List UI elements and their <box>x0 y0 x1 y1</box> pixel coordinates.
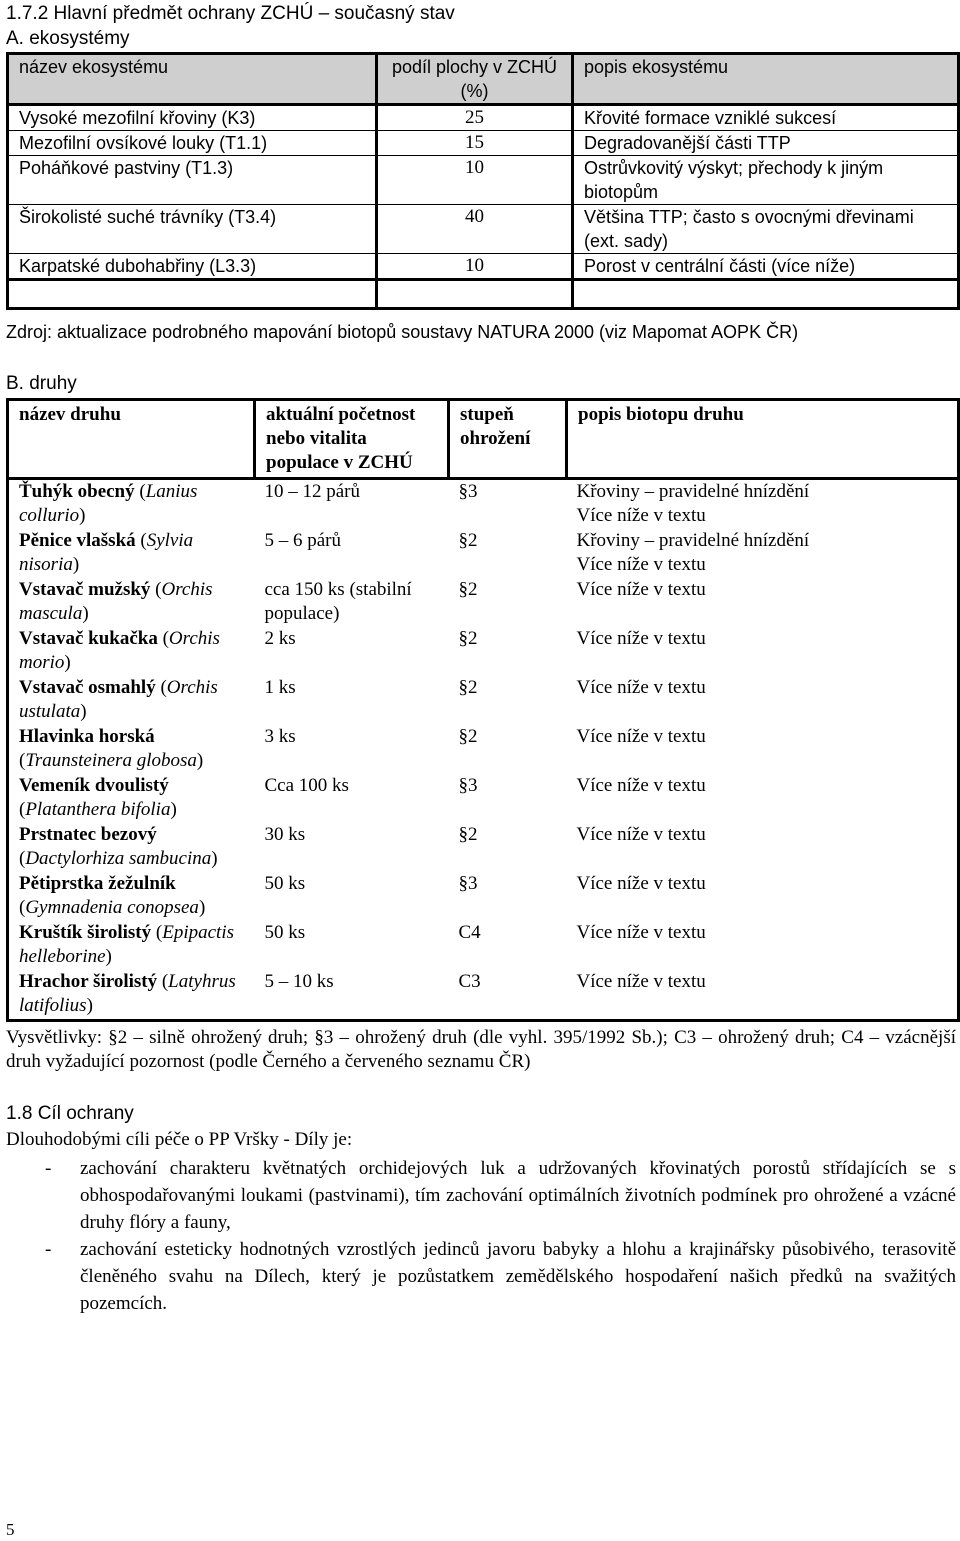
ecosystem-share: 15 <box>377 131 573 156</box>
species-name-cell <box>8 479 255 530</box>
species-habitat: Více níže v textu <box>576 824 706 845</box>
species-name-cell <box>8 725 255 774</box>
species-habitat: Více níže v textu <box>576 726 706 747</box>
species-common-name: Hlavinka horská <box>19 726 155 747</box>
species-habitat: Více níže v textu <box>576 628 706 649</box>
ecosystems-table <box>6 52 960 310</box>
species-habitat-cell <box>567 921 959 970</box>
table-row <box>8 529 959 578</box>
table-row <box>8 676 959 725</box>
species-common-name: Pětiprstka žežulník <box>19 873 176 894</box>
species-threat: §3 <box>458 873 478 894</box>
species-name-cell <box>8 823 255 872</box>
species-common-name: Vemeník dvoulistý <box>19 775 169 796</box>
paren-close: ) <box>82 603 89 624</box>
ecosystem-share: 10 <box>377 254 573 280</box>
legend-note: Vysvětlivky: §2 – silně ohrožený druh; §3 – ohrožený druh (dle vyhl. 395/1992 Sb.); C3 – ohrožený druh; C4 – vzácnější druh vyžadující pozornost (podle Černého a červeného seznamu ČR) <box>6 1027 956 1072</box>
species-count: 3 ks <box>264 726 296 747</box>
species-habitat-cell <box>567 970 959 1021</box>
species-latin-name: Traunsteinera globosa <box>25 750 197 771</box>
paren-close: ) <box>170 799 177 820</box>
paren-close: ) <box>79 505 86 526</box>
species-name-cell <box>8 872 255 921</box>
species-name-cell <box>8 921 255 970</box>
species-header-habitat: popis biotopu druhu <box>567 400 959 479</box>
species-count: 50 ks <box>264 873 306 894</box>
species-count: 50 ks <box>264 922 306 943</box>
table-row-empty <box>8 280 959 309</box>
ecosystem-desc: Většina TTP; často s ovocnými dřevinami (ext. sady) <box>573 205 959 254</box>
species-threat: §3 <box>458 481 478 502</box>
ecosystem-name: Poháňkové pastviny (T1.3) <box>8 156 377 205</box>
species-header-count: aktuální početnost nebo vitalita populace v ZCHÚ <box>255 400 449 479</box>
species-name-cell <box>8 529 255 578</box>
ecosystems-header-row <box>8 54 959 105</box>
species-name-cell <box>8 774 255 823</box>
species-habitat: Křoviny – pravidelné hnízdění <box>576 481 810 502</box>
species-habitat-cell <box>567 578 959 627</box>
species-count: 30 ks <box>264 824 306 845</box>
table-row <box>8 254 959 280</box>
species-threat: §2 <box>458 677 478 698</box>
paren-open: ( <box>134 481 146 502</box>
species-threat: C4 <box>458 922 481 943</box>
paren-open: ( <box>19 750 26 771</box>
paren-close: ) <box>80 701 87 722</box>
table-row <box>8 823 959 872</box>
ecosystem-share: 10 <box>377 156 573 205</box>
species-latin-name: Sylvia nisoria <box>19 530 194 575</box>
species-count: 5 – 10 ks <box>255 970 449 1021</box>
species-habitat-more: Více níže v textu <box>576 554 706 575</box>
table-row <box>8 105 959 131</box>
species-habitat: Více níže v textu <box>576 873 706 894</box>
species-habitat-cell <box>567 479 959 530</box>
species-header-row <box>8 400 959 479</box>
species-name-cell <box>8 970 255 1021</box>
species-common-name: Vstavač osmahlý <box>19 677 156 698</box>
species-habitat: Více níže v textu <box>576 971 706 992</box>
goal-text: zachování charakteru květnatých orchidejových luk a udržovaných křovinatých porostů střídajících se s obhospodařovanými loukami (pastvinami), tím zachování optimálních životních podmínek pro ohrožené a vzácné druhy flóry a fauny, <box>80 1158 956 1233</box>
table-row <box>8 725 959 774</box>
table-row <box>8 627 959 676</box>
species-common-name: Kruštík širolistý <box>19 922 152 943</box>
species-common-name: Vstavač kukačka <box>19 628 158 649</box>
species-latin-name: Orchis morio <box>19 628 220 673</box>
paren-open: ( <box>157 971 169 992</box>
table-row <box>8 479 959 530</box>
paren-close: ) <box>86 995 93 1016</box>
ecosystems-header-name: název ekosystému <box>8 54 377 105</box>
species-count: 10 – 12 párů <box>264 481 361 502</box>
paren-open: ( <box>155 677 167 698</box>
species-name-cell <box>8 676 255 725</box>
paren-open: ( <box>157 628 169 649</box>
ecosystem-desc: Ostrůvkovitý výskyt; přechody k jiným biotopům <box>573 156 959 205</box>
table-row <box>8 970 959 1021</box>
species-habitat: Více níže v textu <box>576 922 706 943</box>
paren-close: ) <box>196 750 204 771</box>
table-row <box>8 921 959 970</box>
species-habitat-cell <box>567 627 959 676</box>
species-habitat-cell <box>567 774 959 823</box>
species-count: 1 ks <box>264 677 296 698</box>
species-habitat: Více níže v textu <box>576 677 706 698</box>
paren-close: ) <box>198 897 206 918</box>
paren-close: ) <box>72 554 80 575</box>
species-common-name: Hrachor širolistý <box>19 971 158 992</box>
paren-open: ( <box>151 922 163 943</box>
species-latin-name: Epipactis helleborine <box>19 922 234 967</box>
ecosystem-desc: Porost v centrální části (více níže) <box>573 254 959 280</box>
ecosystem-name: Mezofilní ovsíkové louky (T1.1) <box>8 131 377 156</box>
paren-open: ( <box>150 579 162 600</box>
ecosystem-name: Vysoké mezofilní křoviny (K3) <box>8 105 377 131</box>
paren-open: ( <box>19 897 26 918</box>
ecosystem-name: Karpatské dubohabřiny (L3.3) <box>8 254 377 280</box>
species-threat: §2 <box>458 579 478 600</box>
species-latin-name: Orchis mascula <box>19 579 213 624</box>
species-threat: C3 <box>449 970 567 1021</box>
species-latin-name: Latyhrus latifolius <box>19 971 236 1016</box>
species-common-name: Prstnatec bezový <box>19 824 157 845</box>
list-item <box>6 1236 956 1317</box>
table-row <box>8 578 959 627</box>
source-note: Zdroj: aktualizace podrobného mapování biotopů soustavy NATURA 2000 (viz Mapomat AOPK ČR) <box>6 322 799 342</box>
species-threat: §3 <box>458 775 478 796</box>
table-row <box>8 156 959 205</box>
species-common-name: Ťuhýk obecný <box>19 481 135 502</box>
species-count: 5 – 6 párů <box>264 530 342 551</box>
empty-cell <box>573 280 959 309</box>
part-a-heading: A. ekosystémy <box>6 28 130 49</box>
paren-close: ) <box>105 946 112 967</box>
paren-open: ( <box>135 530 147 551</box>
species-latin-name: Orchis ustulata <box>19 677 218 722</box>
table-row <box>8 774 959 823</box>
paren-open: ( <box>19 848 26 869</box>
ecosystem-share: 25 <box>377 105 573 131</box>
section-heading: 1.7.2 Hlavní předmět ochrany ZCHÚ – současný stav <box>6 3 455 24</box>
species-habitat-more: Více níže v textu <box>576 505 706 526</box>
species-common-name: Vstavač mužský <box>19 579 151 600</box>
list-item <box>6 1155 956 1236</box>
species-habitat-cell <box>567 872 959 921</box>
empty-cell <box>377 280 573 309</box>
species-header-name: název druhu <box>8 400 255 479</box>
goal-heading: 1.8 Cíl ochrany <box>6 1103 134 1124</box>
empty-cell <box>8 280 377 309</box>
species-table <box>6 398 960 1022</box>
species-latin-name: Platanthera bifolia <box>25 799 171 820</box>
ecosystem-name: Širokolisté suché trávníky (T3.4) <box>8 205 377 254</box>
goal-intro: Dlouhodobými cíli péče o PP Vršky - Díly je: <box>6 1129 353 1150</box>
species-habitat: Více níže v textu <box>576 775 706 796</box>
species-name-cell <box>8 578 255 627</box>
list-dash: - <box>45 1158 52 1179</box>
table-row <box>8 131 959 156</box>
ecosystems-header-share: podíl plochy v ZCHÚ (%) <box>377 54 573 105</box>
species-latin-name: Lanius collurio <box>19 481 198 526</box>
species-threat: §2 <box>458 530 478 551</box>
species-habitat-cell <box>567 676 959 725</box>
goal-text: zachování esteticky hodnotných vzrostlých jedinců javoru babyky a hlohu a krajinářsky působivého, terasovitě členěného svahu na Dílech, který je pozůstatkem zemědělského hospodaření našich předků na svažitých pozemcích. <box>80 1239 956 1314</box>
species-count: cca 150 ks (stabilní populace) <box>264 579 412 624</box>
ecosystem-share: 40 <box>377 205 573 254</box>
species-common-name: Pěnice vlašská <box>19 530 136 551</box>
ecosystem-desc: Degradovanější části TTP <box>573 131 959 156</box>
species-habitat-cell <box>567 529 959 578</box>
paren-open: ( <box>19 799 26 820</box>
species-threat: §2 <box>458 628 478 649</box>
paren-close: ) <box>64 652 71 673</box>
species-name-cell <box>8 627 255 676</box>
list-dash: - <box>45 1239 52 1260</box>
ecosystem-desc: Křovité formace vzniklé sukcesí <box>573 105 959 131</box>
species-habitat-cell <box>567 725 959 774</box>
table-row <box>8 205 959 254</box>
goals-list <box>6 1155 956 1317</box>
species-habitat: Křoviny – pravidelné hnízdění <box>576 530 810 551</box>
paren-close: ) <box>211 848 218 869</box>
ecosystems-header-desc: popis ekosystému <box>573 54 959 105</box>
species-threat: §2 <box>458 824 478 845</box>
species-count: 2 ks <box>264 628 296 649</box>
species-latin-name: Dactylorhiza sambucina <box>25 848 212 869</box>
species-habitat-cell <box>567 823 959 872</box>
table-row <box>8 872 959 921</box>
page-number: 5 <box>6 1520 15 1539</box>
species-latin-name: Gymnadenia conopsea <box>25 897 199 918</box>
species-threat: §2 <box>458 726 478 747</box>
part-b-heading: B. druhy <box>6 373 77 394</box>
species-habitat: Více níže v textu <box>576 579 706 600</box>
species-count: Cca 100 ks <box>264 775 349 796</box>
species-header-threat: stupeň ohrožení <box>449 400 567 479</box>
